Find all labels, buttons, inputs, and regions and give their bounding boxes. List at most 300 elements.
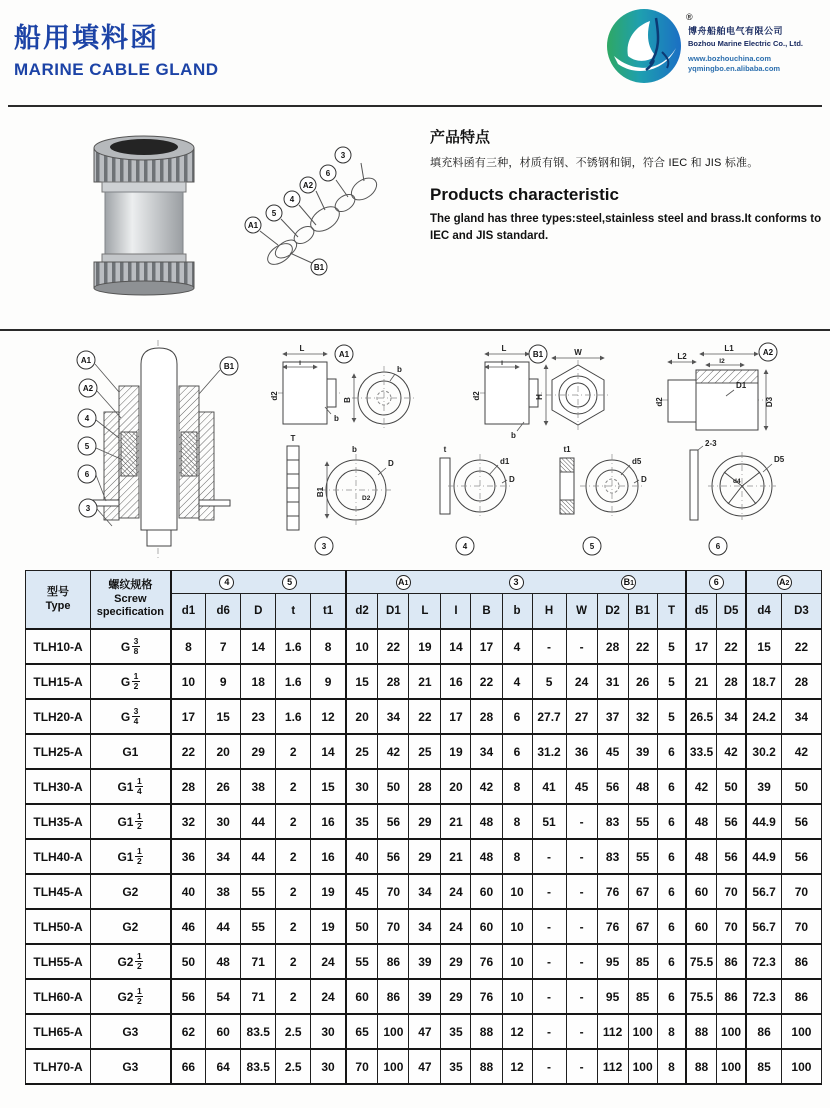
cell-B: 60 [471, 909, 502, 944]
assembly-callout-5: 5 [84, 442, 90, 451]
cell-H: - [532, 1014, 566, 1049]
dim-t1: t1 [563, 445, 571, 454]
cell-H: - [532, 874, 566, 909]
cell-W: - [566, 909, 597, 944]
dim-L: L [299, 344, 305, 353]
part-label-6: 6 [715, 542, 721, 551]
cell-D: 23 [241, 699, 276, 734]
table-row [26, 944, 822, 979]
cell-D1: 70 [378, 874, 409, 909]
cell-t1: 14 [311, 734, 346, 769]
cell-screw-spec: G $\frac{1}{2}$ [91, 664, 171, 699]
cell-d1: 28 [171, 769, 206, 804]
cell-d4: 18.7 [746, 664, 781, 699]
cell-screw-spec: G2 $\frac{1}{2}$ [91, 944, 171, 979]
page-title-chinese: 船用填料函 [14, 23, 159, 53]
cell-H: 31.2 [532, 734, 566, 769]
cell-I: 14 [441, 629, 471, 664]
cell-D2: 56 [597, 769, 628, 804]
features-section [430, 126, 824, 246]
cell-B1: 48 [628, 769, 657, 804]
cell-W: - [566, 944, 597, 979]
cell-H: 5 [532, 664, 566, 699]
cell-b: 12 [502, 1014, 532, 1049]
cell-d2: 70 [346, 1049, 378, 1084]
cell-D1: 86 [378, 979, 409, 1014]
table-row [26, 804, 822, 839]
cell-d1: 8 [171, 629, 206, 664]
cell-d5: 17 [686, 629, 716, 664]
dim-D-nut: D [388, 459, 394, 468]
cell-B: 17 [471, 629, 502, 664]
cell-d2: 35 [346, 804, 378, 839]
cell-B1: 85 [628, 979, 657, 1014]
cell-b: 10 [502, 909, 532, 944]
cell-t1: 16 [311, 804, 346, 839]
cell-D5: 50 [716, 769, 746, 804]
cell-H: - [532, 909, 566, 944]
dim-D-p4: D [509, 475, 515, 484]
cell-D3: 56 [781, 839, 821, 874]
table-row [26, 769, 822, 804]
cell-D: 55 [241, 909, 276, 944]
cell-D1: 100 [378, 1014, 409, 1049]
cell-D2: 95 [597, 944, 628, 979]
cell-B: 34 [471, 734, 502, 769]
cell-t1: 12 [311, 699, 346, 734]
dimension-column-header-L: L [409, 594, 441, 630]
features-desc-chinese: 填充料函有三种，材质有钢、不锈钢和铜，符合 IEC 和 JIS 标准。 [430, 157, 759, 169]
part-group-header [746, 571, 821, 594]
company-text [688, 24, 803, 73]
cell-L: 29 [409, 804, 441, 839]
cell-B: 22 [471, 664, 502, 699]
company-name-chinese: 博舟船舶电气有限公司 [688, 26, 784, 36]
cell-B: 88 [471, 1014, 502, 1049]
dim-b-nut: b [352, 445, 357, 454]
dim-D3: D3 [765, 396, 774, 408]
technical-drawings [0, 334, 830, 566]
cell-t1: 19 [311, 874, 346, 909]
dim-I-b1: I [501, 360, 503, 367]
cell-d2: 25 [346, 734, 378, 769]
cell-T: 6 [657, 979, 686, 1014]
dim-I: I [299, 360, 301, 367]
dimension-column-header-d5: d5 [686, 594, 716, 630]
cell-B: 88 [471, 1049, 502, 1084]
cell-d6: 15 [206, 699, 241, 734]
cell-d4: 56.7 [746, 874, 781, 909]
cell-D3: 86 [781, 979, 821, 1014]
dim-D1: D1 [736, 381, 747, 390]
dim-I2: I2 [719, 358, 725, 365]
cell-d2: 15 [346, 664, 378, 699]
cell-D5: 86 [716, 944, 746, 979]
type-column-header: 型号 Type [26, 571, 91, 630]
table-row [26, 874, 822, 909]
circled-label-B1: B 1 [621, 575, 636, 590]
cell-I: 19 [441, 734, 471, 769]
cell-L: 39 [409, 944, 441, 979]
cell-D3: 34 [781, 699, 821, 734]
cell-d1: 46 [171, 909, 206, 944]
cell-L: 28 [409, 769, 441, 804]
cell-d6: 44 [206, 909, 241, 944]
cell-type: TLH15-A [26, 664, 91, 699]
dimension-column-header-D3: D3 [781, 594, 821, 630]
table-row [26, 629, 822, 664]
dimension-column-header-W: W [566, 594, 597, 630]
cell-I: 16 [441, 664, 471, 699]
table-row [26, 909, 822, 944]
cell-d1: 40 [171, 874, 206, 909]
cell-D2: 112 [597, 1049, 628, 1084]
cell-t: 1.6 [276, 664, 311, 699]
features-title-chinese: 产品特点 [430, 129, 491, 146]
cell-D2: 76 [597, 909, 628, 944]
dim-L-b1: L [501, 344, 507, 353]
cell-D3: 56 [781, 804, 821, 839]
cell-D5: 100 [716, 1014, 746, 1049]
cell-B1: 67 [628, 874, 657, 909]
cell-D: 44 [241, 804, 276, 839]
cell-D5: 28 [716, 664, 746, 699]
cell-T: 6 [657, 804, 686, 839]
cell-t1: 8 [311, 629, 346, 664]
cell-d4: 39 [746, 769, 781, 804]
dim-d5: d5 [632, 457, 642, 466]
page-title-english: MARINE CABLE GLAND [14, 60, 219, 79]
table-row [26, 734, 822, 769]
cell-B: 76 [471, 944, 502, 979]
cell-d6: 7 [206, 629, 241, 664]
cell-d4: 15 [746, 629, 781, 664]
cell-b: 10 [502, 979, 532, 1014]
cell-I: 35 [441, 1014, 471, 1049]
dimension-column-header-H: H [532, 594, 566, 630]
cell-screw-spec: G1 $\frac{1}{4}$ [91, 769, 171, 804]
cell-t: 2.5 [276, 1014, 311, 1049]
cell-t1: 19 [311, 909, 346, 944]
cell-D5: 70 [716, 909, 746, 944]
cell-T: 6 [657, 734, 686, 769]
dim-B: B [343, 397, 352, 403]
company-website: www.bozhouchina.com [688, 54, 772, 63]
cell-t: 1.6 [276, 699, 311, 734]
callout-b1: B1 [313, 263, 325, 272]
cell-H: 27.7 [532, 699, 566, 734]
dim-b: b [334, 414, 339, 423]
cell-d4: 72.3 [746, 944, 781, 979]
cell-I: 24 [441, 909, 471, 944]
cell-d5: 60 [686, 909, 716, 944]
cell-D3: 42 [781, 734, 821, 769]
cell-d5: 42 [686, 769, 716, 804]
table-row [26, 979, 822, 1014]
cell-d6: 30 [206, 804, 241, 839]
cell-t: 2 [276, 909, 311, 944]
cell-D: 71 [241, 944, 276, 979]
circled-label-5: 5 [282, 575, 297, 590]
cell-D1: 56 [378, 804, 409, 839]
cell-I: 21 [441, 804, 471, 839]
cell-D1: 34 [378, 699, 409, 734]
dimension-column-header-D5: D5 [716, 594, 746, 630]
cell-t: 2 [276, 769, 311, 804]
cell-D: 44 [241, 839, 276, 874]
cell-T: 5 [657, 699, 686, 734]
cell-L: 21 [409, 664, 441, 699]
cell-D2: 83 [597, 804, 628, 839]
part-group-header [686, 571, 746, 594]
assembly-callout-b1: B1 [223, 362, 235, 371]
cell-b: 8 [502, 839, 532, 874]
cell-W: - [566, 1049, 597, 1084]
dimension-column-header-B: B [471, 594, 502, 630]
cell-H: - [532, 1049, 566, 1084]
dim-D2: D2 [362, 495, 371, 502]
cell-d5: 75.5 [686, 944, 716, 979]
cell-d1: 62 [171, 1014, 206, 1049]
cell-t: 2 [276, 839, 311, 874]
cell-I: 24 [441, 874, 471, 909]
table-row [26, 1049, 822, 1084]
dimension-column-header-T: T [657, 594, 686, 630]
cell-D3: 70 [781, 909, 821, 944]
cell-D: 55 [241, 874, 276, 909]
cell-d2: 30 [346, 769, 378, 804]
cell-B1: 85 [628, 944, 657, 979]
cell-B1: 26 [628, 664, 657, 699]
part-label-5: 5 [589, 542, 595, 551]
dimension-column-header-I: I [441, 594, 471, 630]
cell-D1: 50 [378, 769, 409, 804]
cell-B1: 22 [628, 629, 657, 664]
callout-5: 5 [271, 209, 277, 218]
exploded-diagram [228, 133, 390, 285]
cell-T: 5 [657, 664, 686, 699]
cell-type: TLH65-A [26, 1014, 91, 1049]
cell-b: 10 [502, 944, 532, 979]
cell-d2: 40 [346, 839, 378, 874]
page-header [14, 16, 219, 80]
cell-B1: 55 [628, 804, 657, 839]
registered-mark: ® [686, 12, 693, 22]
cell-d1: 22 [171, 734, 206, 769]
cell-t1: 30 [311, 1049, 346, 1084]
cell-b: 8 [502, 804, 532, 839]
cell-D3: 50 [781, 769, 821, 804]
cell-t: 2 [276, 944, 311, 979]
assembly-callout-3: 3 [85, 504, 91, 513]
cell-d1: 10 [171, 664, 206, 699]
dim-B1: B1 [316, 486, 325, 498]
cell-d2: 20 [346, 699, 378, 734]
assembly-callout-a2: A2 [82, 384, 94, 393]
cell-d1: 32 [171, 804, 206, 839]
dim-b-b1: b [511, 431, 516, 440]
cell-t: 2 [276, 804, 311, 839]
view-label-a1: A1 [338, 350, 350, 359]
cell-W: 45 [566, 769, 597, 804]
cell-D3: 100 [781, 1049, 821, 1084]
cell-screw-spec: G3 [91, 1049, 171, 1084]
cell-D: 83.5 [241, 1049, 276, 1084]
cell-d4: 30.2 [746, 734, 781, 769]
cell-H: 41 [532, 769, 566, 804]
cell-d4: 44.9 [746, 804, 781, 839]
cell-D5: 22 [716, 629, 746, 664]
cell-screw-spec: G2 $\frac{1}{2}$ [91, 979, 171, 1014]
cell-screw-spec: G2 [91, 874, 171, 909]
part-group-header [171, 571, 346, 594]
cell-d2: 50 [346, 909, 378, 944]
dim-H: H [535, 394, 544, 400]
cell-L: 47 [409, 1049, 441, 1084]
cell-d4: 72.3 [746, 979, 781, 1014]
cell-I: 29 [441, 944, 471, 979]
cell-B1: 100 [628, 1014, 657, 1049]
circled-label-3: 3 [509, 575, 524, 590]
cell-d4: 56.7 [746, 909, 781, 944]
cell-D2: 45 [597, 734, 628, 769]
callout-a2: A2 [302, 181, 314, 190]
cell-T: 6 [657, 874, 686, 909]
cell-type: TLH25-A [26, 734, 91, 769]
cell-type: TLH60-A [26, 979, 91, 1014]
dim-D-p5: D [641, 475, 647, 484]
cell-I: 17 [441, 699, 471, 734]
cell-t1: 15 [311, 769, 346, 804]
cell-W: - [566, 874, 597, 909]
cell-D3: 70 [781, 874, 821, 909]
dimension-column-header-t1: t1 [311, 594, 346, 630]
cell-W: 24 [566, 664, 597, 699]
circled-label-A1: A 1 [396, 575, 411, 590]
header-divider [8, 105, 822, 107]
cell-T: 6 [657, 909, 686, 944]
cell-d6: 20 [206, 734, 241, 769]
cell-D2: 37 [597, 699, 628, 734]
cell-b: 10 [502, 874, 532, 909]
cell-t1: 24 [311, 944, 346, 979]
cell-D2: 112 [597, 1014, 628, 1049]
cell-D: 29 [241, 734, 276, 769]
cell-type: TLH30-A [26, 769, 91, 804]
cell-B: 28 [471, 699, 502, 734]
dim-d2-a2: d2 [655, 397, 664, 407]
cell-d5: 48 [686, 804, 716, 839]
circled-label-6: 6 [709, 575, 724, 590]
cell-d4: 86 [746, 1014, 781, 1049]
cell-D1: 42 [378, 734, 409, 769]
product-photo [88, 132, 200, 296]
company-logo-block [604, 6, 826, 86]
cell-D: 83.5 [241, 1014, 276, 1049]
cell-d5: 21 [686, 664, 716, 699]
table-row [26, 699, 822, 734]
cell-B1: 39 [628, 734, 657, 769]
cell-t: 1.6 [276, 629, 311, 664]
cell-b: 8 [502, 769, 532, 804]
cell-d6: 34 [206, 839, 241, 874]
cell-d4: 85 [746, 1049, 781, 1084]
dim-d2: d2 [270, 391, 279, 401]
cell-b: 12 [502, 1049, 532, 1084]
cell-type: TLH20-A [26, 699, 91, 734]
cell-B1: 32 [628, 699, 657, 734]
cell-D5: 56 [716, 839, 746, 874]
cell-screw-spec: G1 [91, 734, 171, 769]
cell-D1: 100 [378, 1049, 409, 1084]
table-row [26, 839, 822, 874]
dim-d1: d1 [500, 457, 510, 466]
features-title-english: Products characteristic [430, 185, 619, 204]
cell-b: 6 [502, 699, 532, 734]
cell-W: 27 [566, 699, 597, 734]
dim-L2: L2 [677, 352, 687, 361]
cell-B: 48 [471, 839, 502, 874]
cell-screw-spec: G3 [91, 1014, 171, 1049]
cell-t1: 9 [311, 664, 346, 699]
dimension-column-header-D: D [241, 594, 276, 630]
cell-screw-spec: G2 [91, 909, 171, 944]
callout-3: 3 [340, 151, 346, 160]
cell-I: 29 [441, 979, 471, 1014]
cell-I: 21 [441, 839, 471, 874]
cell-B: 42 [471, 769, 502, 804]
cell-d1: 56 [171, 979, 206, 1014]
features-desc-english: The gland has three types:steel,stainless steel and brass.It conforms to IEC and JIS standard. [430, 213, 822, 243]
cell-W: - [566, 839, 597, 874]
dimension-column-header-D2: D2 [597, 594, 628, 630]
dim-L1: L1 [724, 344, 734, 353]
cell-t1: 24 [311, 979, 346, 1014]
part-label-4: 4 [462, 542, 468, 551]
cell-W: - [566, 979, 597, 1014]
cell-d5: 26.5 [686, 699, 716, 734]
dimension-column-header-d1: d1 [171, 594, 206, 630]
cell-D5: 56 [716, 804, 746, 839]
cell-d4: 24.2 [746, 699, 781, 734]
dim-W: W [574, 348, 582, 357]
company-alibaba-site: yqmingbo.en.alibaba.com [688, 64, 781, 73]
cell-d5: 88 [686, 1049, 716, 1084]
cell-D1: 28 [378, 664, 409, 699]
dimension-column-header-D1: D1 [378, 594, 409, 630]
cell-d1: 66 [171, 1049, 206, 1084]
section-divider [0, 329, 830, 331]
dimension-column-header-d6: d6 [206, 594, 241, 630]
cell-D2: 83 [597, 839, 628, 874]
cell-d2: 55 [346, 944, 378, 979]
cell-L: 47 [409, 1014, 441, 1049]
cell-L: 22 [409, 699, 441, 734]
cell-type: TLH50-A [26, 909, 91, 944]
cell-type: TLH35-A [26, 804, 91, 839]
cell-d4: 44.9 [746, 839, 781, 874]
cell-H: 51 [532, 804, 566, 839]
cell-D3: 100 [781, 1014, 821, 1049]
cell-D: 18 [241, 664, 276, 699]
cell-D: 38 [241, 769, 276, 804]
view-label-a2: A2 [762, 348, 774, 357]
cell-D1: 70 [378, 909, 409, 944]
cell-d2: 45 [346, 874, 378, 909]
cell-D5: 34 [716, 699, 746, 734]
cell-d5: 60 [686, 874, 716, 909]
cell-t: 2 [276, 734, 311, 769]
